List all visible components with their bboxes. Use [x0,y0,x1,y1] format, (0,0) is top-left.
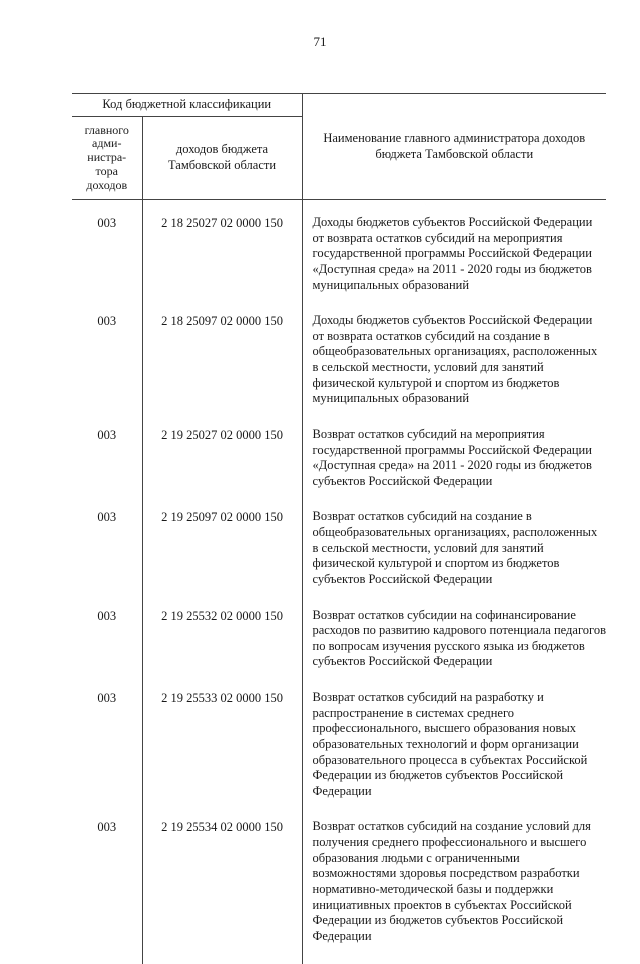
admin-column-header: главного адми- нистра- тора доходов [72,117,142,200]
income-classification-table [72,93,606,964]
income-name-cell: Возврат остатков субсидий на разработку и распространение в системах среднего профессионального, высшего образования новых образовательных технологий и форм организации образовательного процесса в субъектах Российской Федерации из бюджетов субъектов Российской Федерации [302,690,606,819]
income-name-cell: Возврат остатков субсидий на создание условий для получения среднего профессионального и высшего образования людьми с ограниченными возможностями здоровья посредством разработки нормативно-методической базы и поддержки инициативных проектов в субъектах Российской Федерации из бюджетов субъектов Российской Федерации [302,819,606,964]
table-header-row-top [72,94,606,117]
header-spacer-row [72,200,606,216]
income-code-cell: 2 18 25097 02 0000 150 [142,313,302,427]
income-name-cell: Возврат остатков субсидий на мероприятия государственной программы Российской Федерации «Доступная среда» на 2011 - 2020 годы из бюджетов субъектов Российской Федерации [302,427,606,510]
income-code-cell: 2 19 25533 02 0000 150 [142,690,302,819]
table-body [72,200,606,964]
income-name-cell: Возврат остатков субсидии на софинансирование расходов по развитию кадрового потенциала педагогов по вопросам изучения русского языка из бюджетов субъектов Российской Федерации [302,608,606,691]
income-name-cell: Доходы бюджетов субъектов Российской Федерации от возврата остатков субсидий на мероприятия государственной программы Российской Федерации «Доступная среда» на 2011 - 2020 годы из бюджетов муниципальных образований [302,215,606,313]
admin-code-cell: 003 [72,690,142,819]
admin-code-cell: 003 [72,427,142,510]
table-row [72,819,606,964]
income-column-header: доходов бюджета Тамбовской области [142,117,302,200]
income-code-cell: 2 19 25027 02 0000 150 [142,427,302,510]
income-code-cell: 2 19 25097 02 0000 150 [142,509,302,607]
table-row [72,313,606,427]
table-row [72,509,606,607]
income-code-cell: 2 19 25532 02 0000 150 [142,608,302,691]
income-name-cell: Доходы бюджетов субъектов Российской Федерации от возврата остатков субсидий на создание в общеобразовательных организациях, расположенных в сельской местности, условий для занятий физической культурой и спортом из бюджетов муниципальных образований [302,313,606,427]
table-row [72,427,606,510]
table-row [72,690,606,819]
kbk-header: Код бюджетной классификации [72,94,302,117]
income-code-cell: 2 19 25534 02 0000 150 [142,819,302,964]
admin-code-cell: 003 [72,608,142,691]
name-column-header: Наименование главного администратора доходов бюджета Тамбовской области [302,94,606,200]
table-row [72,608,606,691]
page-number: 71 [0,34,640,50]
admin-code-cell: 003 [72,313,142,427]
admin-code-cell: 003 [72,509,142,607]
income-code-cell: 2 18 25027 02 0000 150 [142,215,302,313]
admin-code-cell: 003 [72,819,142,964]
admin-code-cell: 003 [72,215,142,313]
table-row [72,215,606,313]
income-name-cell: Возврат остатков субсидий на создание в общеобразовательных организациях, расположенных в сельской местности, условий для занятий физической культурой и спортом из бюджетов субъектов Российской Федерации [302,509,606,607]
